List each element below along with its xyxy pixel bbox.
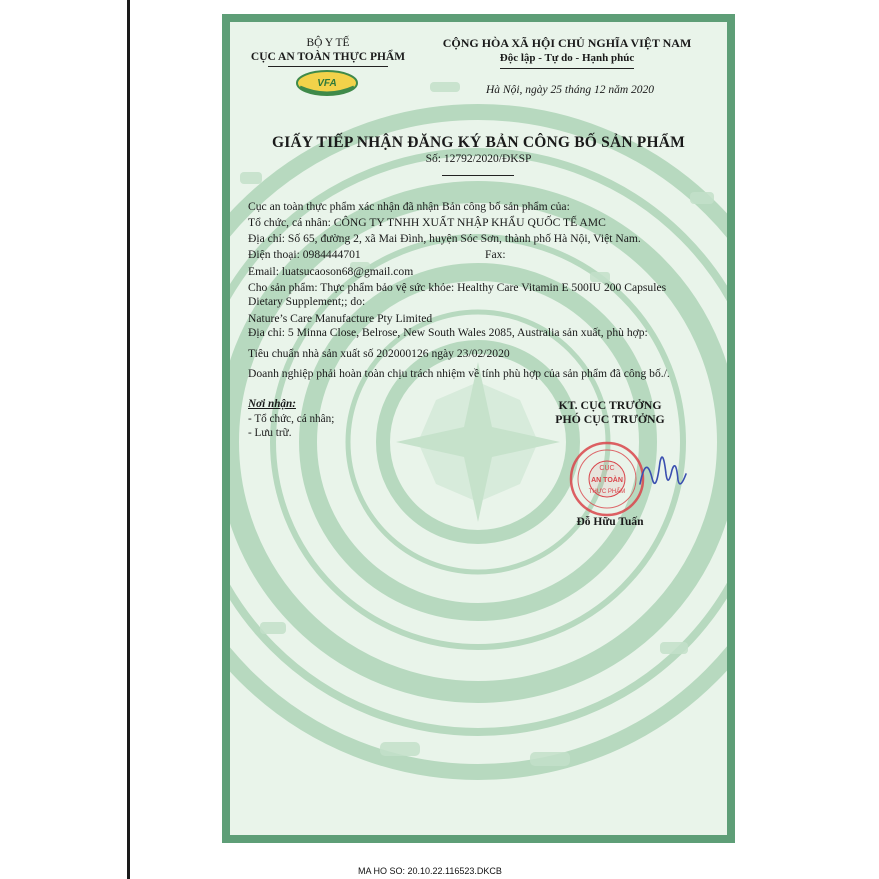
seal-text-1: CỤC [599,465,615,472]
recipient-item: - Lưu trữ. [248,427,292,439]
republic-name: CỘNG HÒA XÃ HỘI CHỦ NGHĨA VIỆT NAM [442,36,692,50]
email-line: Email: luatsucaoson68@gmail.com [248,265,414,278]
ministry-name: BỘ Y TẾ [306,37,350,49]
national-motto: Độc lập - Tự do - Hạnh phúc [499,52,635,64]
motto-underline [500,68,634,69]
document-title: GIẤY TIẾP NHẬN ĐĂNG KÝ BẢN CÔNG BỐ SẢN PHẨM [272,134,685,151]
recipients-label: Nơi nhận: [248,398,296,410]
signer-name: Đỗ Hữu Tuấn [576,516,644,528]
organization-line: Tổ chức, cá nhân: CÔNG TY TNHH XUẤT NHẬP KHẨU QUỐC TẾ AMC [248,216,606,229]
left-border-line [127,0,130,879]
vfa-logo [292,69,362,97]
signatory-title-2: PHÓ CỤC TRƯỞNG [555,412,665,426]
seal-text-3: THỰC PHẨM [588,489,626,495]
issuer-header [248,36,408,64]
vfa-logo-text: VFA [317,78,337,89]
fax-line: Fax: [485,248,506,261]
product-line-1: Cho sản phẩm: Thực phẩm bảo vệ sức khỏe: Healthy Care Vitamin E 500IU 200 Capsules [248,281,667,294]
recipient-item: - Tổ chức, cá nhân; [248,413,335,425]
republic-header [426,36,708,66]
agency-name: CỤC AN TOÀN THỰC PHẨM [250,51,406,63]
signatory-title-1: KT. CỤC TRƯỞNG [558,398,662,412]
agency-underline [268,66,388,67]
standard-line: Tiêu chuẩn nhà sản xuất số 202000126 ngày 23/02/2020 [248,347,510,360]
certificate-paper [230,22,727,835]
document-number: Số: 12792/2020/ĐKSP [425,153,532,165]
intro-line: Cục an toàn thực phẩm xác nhận đã nhận Bản công bố sản phẩm của: [248,200,570,213]
handwritten-signature [632,444,692,504]
manufacturer-address-line: Địa chỉ: 5 Minna Close, Belrose, New South Wales 2085, Australia sản xuất, phù hợp: [248,326,648,339]
dossier-code: MA HO SO: 20.10.22.116523.DKCB [358,866,502,876]
manufacturer-line: Nature’s Care Manufacture Pty Limited [248,312,433,325]
seal-text-2: AN TOÀN [591,477,623,484]
address-line: Địa chỉ: Số 65, đường 2, xã Mai Đình, huyện Sóc Sơn, thành phố Hà Nội, Việt Nam. [248,232,641,245]
product-line-2: Dietary Supplement;; do: [248,295,366,308]
number-underline [442,175,514,176]
phone-line: Điện thoại: 0984444701 [248,248,361,261]
responsibility-line: Doanh nghiệp phải hoàn toàn chịu trách nhiệm về tính phù hợp của sản phẩm đã công bố./. [248,367,670,380]
place-date: Hà Nội, ngày 25 tháng 12 năm 2020 [485,84,655,96]
